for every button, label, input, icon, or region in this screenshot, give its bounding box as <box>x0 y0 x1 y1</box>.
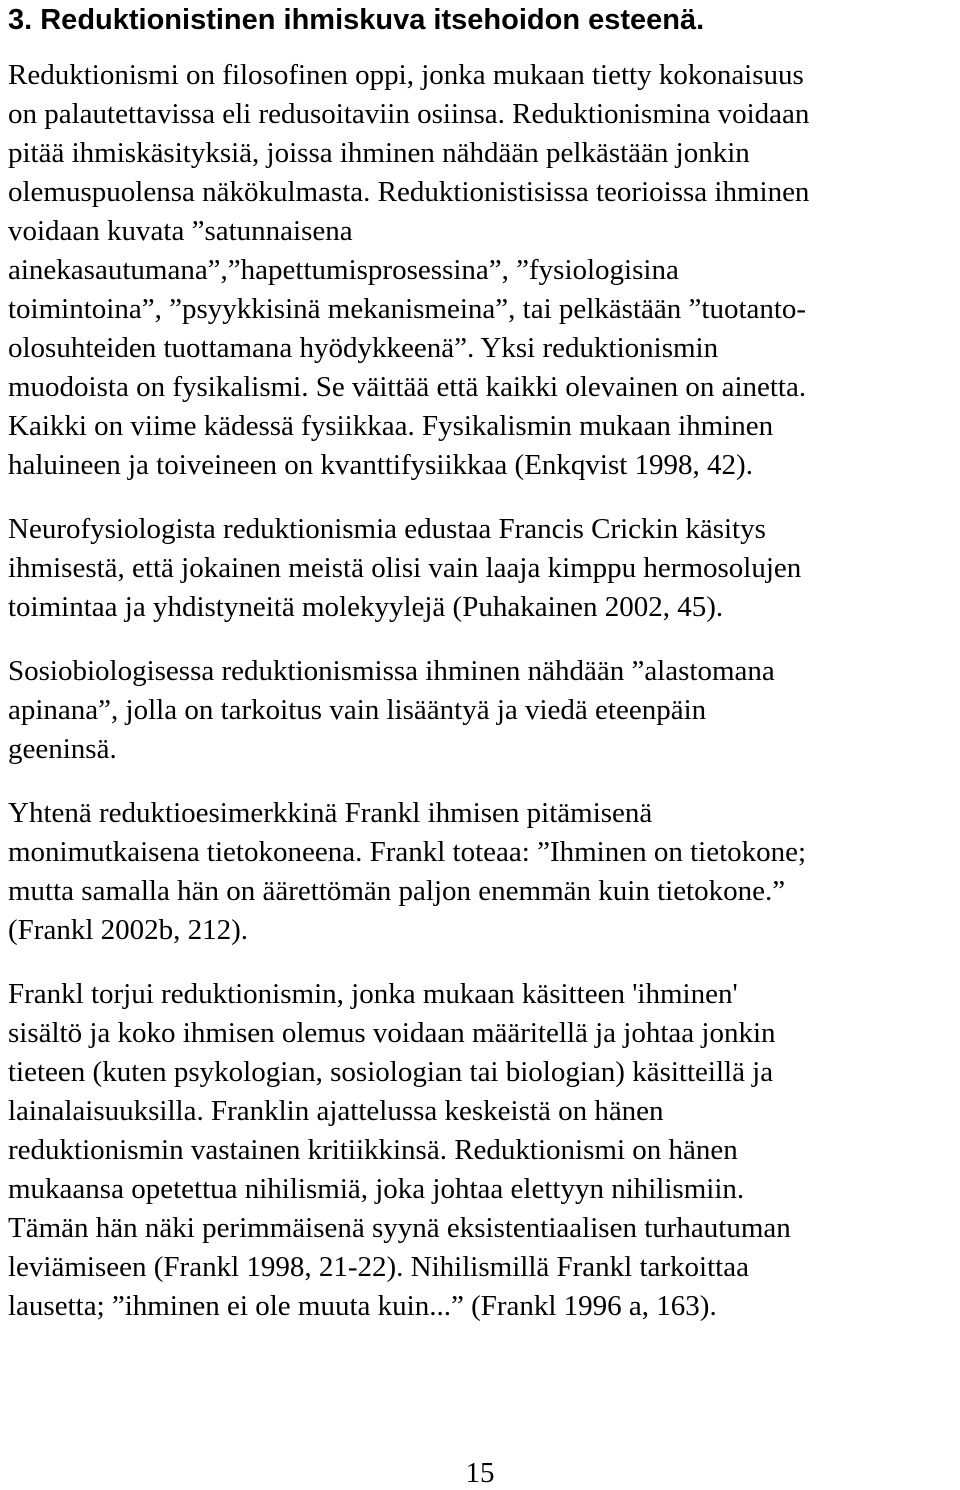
page-number: 15 <box>465 1457 495 1489</box>
paragraph-neurophysiological: Neurofysiologista reduktionismia edustaa Francis Crickin käsitys ihmisestä, että jokainen meistä olisi vain laaja kimppu hermosolujen toimintaa ja yhdistyneitä molekyylejä (Puhakainen 2002, 45). <box>8 513 802 623</box>
paragraph-frankl-critique: Frankl torjui reduktionismin, jonka mukaan käsitteen 'ihminen' sisältö ja koko ihmisen olemus voidaan määritellä ja johtaa jonkin tieteen (kuten psykologian, sosiologian tai biologian) käsitteillä ja lainalaisuuksilla. Franklin ajattelussa keskeistä on hänen reduktionismin vastainen kritiikkinsä. Reduktionismi on hänen mukaansa opetettua nihilismiä, joka johtaa elettyyn nihilismiin. Tämän hän näki perimmäisenä syynä eksistentiaalisen turhautuman leviämiseen (Frankl 1998, 21-22). Nihilismillä Frankl tarkoittaa lausetta; ”ihminen ei ole muuta kuin...” (Frankl 1996 a, 163). <box>8 978 791 1322</box>
paragraph-sociobiological: Sosiobiologisessa reduktionismissa ihminen nähdään ”alastomana apinana”, jolla on tarkoitus vain lisääntyä ja viedä eteenpäin geeninsä. <box>8 655 775 765</box>
paragraph-computer-example: Yhtenä reduktioesimerkkinä Frankl ihmisen pitämisenä monimutkaisena tietokoneena. Frankl toteaa: ”Ihminen on tietokone; mutta samalla hän on äärettömän paljon enemmän kuin tietokone.” (Frankl 2002b, 212). <box>8 797 807 946</box>
section-heading: 3. Reduktionistinen ihmiskuva itsehoidon esteenä. <box>8 4 705 36</box>
document-page <box>8 2 952 1351</box>
paragraph-reductionism-definition: Reduktionismi on filosofinen oppi, jonka mukaan tietty kokonaisuus on palautettavissa eli redusoitaviin osiinsa. Reduktionismina voidaan pitää ihmiskäsityksiä, joissa ihminen nähdään pelkästään jonkin olemuspuolensa näkökulmasta. Reduktionistisissa teorioissa ihminen voidaan kuvata ”satunnaisena ainekasautumana”,”hapettumisprosessina”, ”fysiologisina toimintoina”, ”psyykkisinä mekanismeina”, tai pelkästään ”tuotanto- olosuhteiden tuottamana hyödykkeenä”. Yksi reduktionismin muodoista on fysikalismi. Se väittää että kaikki olevainen on ainetta. Kaikki on viime kädessä fysiikkaa. Fysikalismin mukaan ihminen haluineen ja toiveineen on kvanttifysiikkaa (Enkqvist 1998, 42). <box>8 59 810 481</box>
